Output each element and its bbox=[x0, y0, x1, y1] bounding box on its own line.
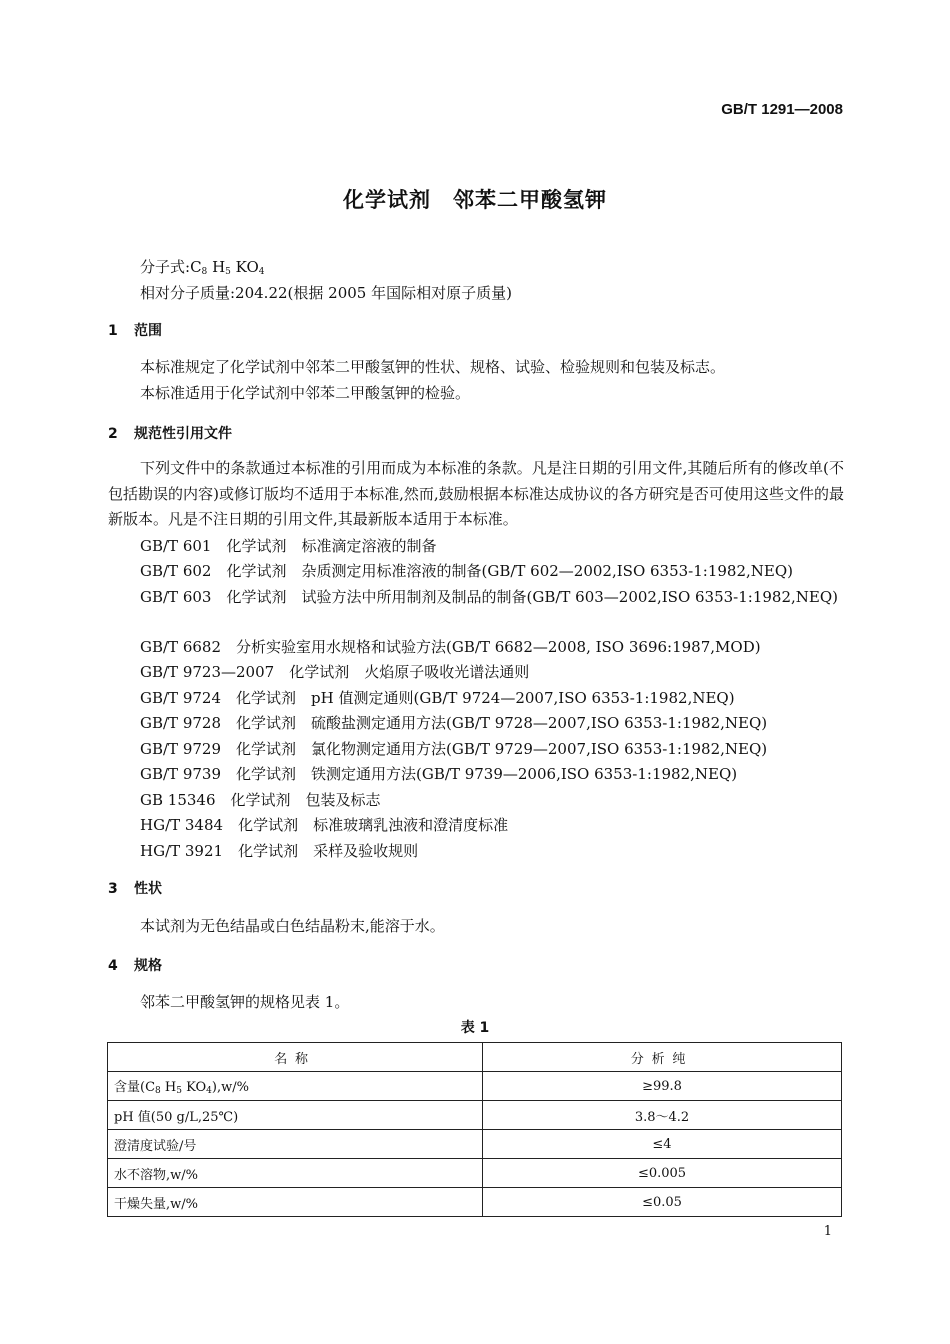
reference-item: GB 15346 化学试剂 包装及标志 bbox=[140, 791, 381, 809]
row-name: 含量($C_8$ $H_5$ $KO_4),w/\%$ bbox=[108, 1072, 483, 1101]
reference-item: GB/T 602 化学试剂 杂质测定用标准溶液的制备(GB/T 602—2002,ISO 6353-1:1982,NEQ) bbox=[140, 562, 794, 580]
reference-item: GB/T 9729 化学试剂 氯化物测定通用方法(GB/T 9729—2007,ISO 6353-1:1982,NEQ) bbox=[140, 740, 768, 758]
table-row bbox=[108, 1101, 842, 1130]
row-name: pH 值(50 g/L,25℃) bbox=[108, 1101, 483, 1130]
molecular-formula: 分子式$:C_8$ $H_5$ $KO_4$ bbox=[140, 258, 265, 277]
section-2-intro: 下列文件中的条款通过本标准的引用而成为本标准的条款。凡是注日期的引用文件,其随后所有的修改单(不包括勘误的内容)或修订版均不适用于本标准,然而,鼓励根据本标准达成协议的各方研究是否可使用这些文件的最新版本。凡是不注日期的引用文件,其最新版本适用于本标准。 bbox=[108, 459, 844, 528]
formula-prefix: 分子式: bbox=[140, 258, 191, 276]
row-name: 干燥失量,w/% bbox=[108, 1188, 483, 1217]
row-value: ≤0.05 bbox=[483, 1188, 842, 1217]
section-1-heading: 1 范围 bbox=[108, 323, 162, 339]
reference-item: GB/T 601 化学试剂 标准滴定溶液的制备 bbox=[140, 537, 437, 555]
table-caption: 表 1 bbox=[460, 1020, 490, 1036]
table-header-row bbox=[108, 1043, 842, 1072]
table-row bbox=[108, 1188, 842, 1217]
reference-item: GB/T 9723—2007 化学试剂 火焰原子吸收光谱法通则 bbox=[140, 663, 530, 681]
molecular-mass: 相对分子质量:204.22(根据 2005 年国际相对原子质量) bbox=[140, 284, 512, 302]
section-2-heading: 2 规范性引用文件 bbox=[108, 426, 232, 442]
table-row bbox=[108, 1072, 842, 1101]
row-value: ≥99.8 bbox=[483, 1072, 842, 1101]
section-4-para: 邻苯二甲酸氢钾的规格见表 1。 bbox=[140, 993, 350, 1011]
page-number: 1 bbox=[823, 1224, 832, 1239]
reference-item: GB/T 603 化学试剂 试验方法中所用制剂及制品的制备(GB/T 603—2002,ISO 6353-1:1982,NEQ) bbox=[140, 588, 839, 606]
section-4-heading: 4 规格 bbox=[108, 958, 162, 974]
row-value: ≤4 bbox=[483, 1130, 842, 1159]
section-1-para-2: 本标准适用于化学试剂中邻苯二甲酸氢钾的检验。 bbox=[140, 384, 471, 402]
header-grade: 分析纯 bbox=[483, 1043, 842, 1072]
row-value: 3.8～4.2 bbox=[483, 1101, 842, 1130]
section-3-para: 本试剂为无色结晶或白色结晶粉末,能溶于水。 bbox=[140, 917, 445, 935]
reference-item: HG/T 3921 化学试剂 采样及验收规则 bbox=[140, 842, 419, 860]
reference-item: GB/T 9728 化学试剂 硫酸盐测定通用方法(GB/T 9728—2007,ISO 6353-1:1982,NEQ) bbox=[140, 714, 768, 732]
reference-item: GB/T 6682 分析实验室用水规格和试验方法(GB/T 6682—2008, ISO 3696:1987,MOD) bbox=[140, 638, 761, 656]
section-1-para-1: 本标准规定了化学试剂中邻苯二甲酸氢钾的性状、规格、试验、检验规则和包装及标志。 bbox=[140, 358, 726, 376]
table-row bbox=[108, 1159, 842, 1188]
section-3-heading: 3 性状 bbox=[108, 881, 162, 897]
header-name: 名称 bbox=[108, 1043, 483, 1072]
page-title: 化学试剂 邻苯二甲酸氢钾 bbox=[343, 188, 607, 212]
row-name: 水不溶物,w/% bbox=[108, 1159, 483, 1188]
reference-item: GB/T 9724 化学试剂 pH 值测定通则(GB/T 9724—2007,ISO 6353-1:1982,NEQ) bbox=[140, 689, 735, 707]
reference-item: HG/T 3484 化学试剂 标准玻璃乳浊液和澄清度标准 bbox=[140, 816, 509, 834]
standard-number: GB/T 1291—2008 bbox=[721, 101, 843, 118]
spec-table bbox=[107, 1042, 842, 1217]
row-value: ≤0.005 bbox=[483, 1159, 842, 1188]
row-name: 澄清度试验/号 bbox=[108, 1130, 483, 1159]
table-row bbox=[108, 1130, 842, 1159]
reference-item: GB/T 9739 化学试剂 铁测定通用方法(GB/T 9739—2006,ISO 6353-1:1982,NEQ) bbox=[140, 765, 738, 783]
